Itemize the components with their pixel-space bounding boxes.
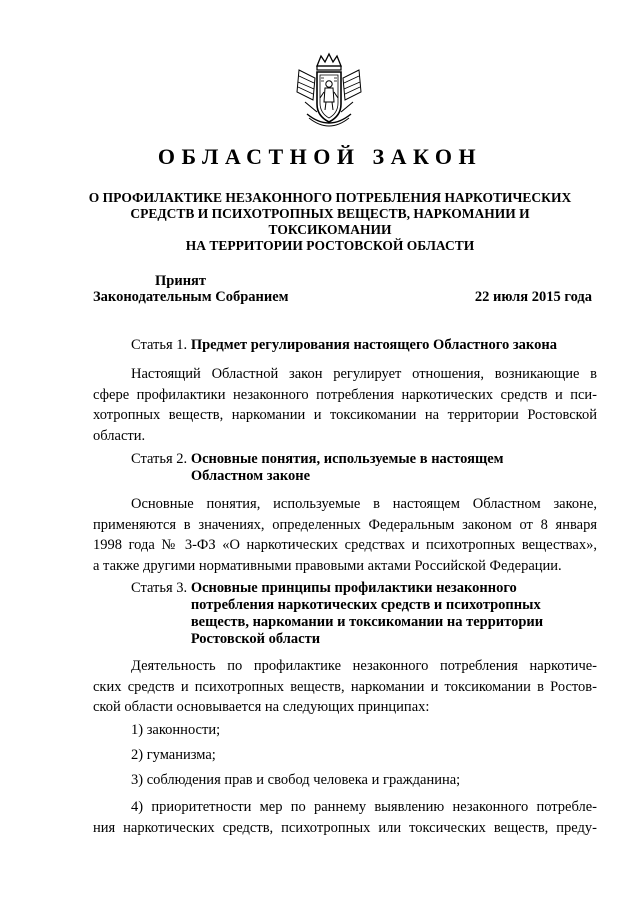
paragraph-line: 4) приоритетности мер по раннему выявлению незаконного потребле- bbox=[131, 799, 597, 815]
paragraph-line: применяются в значениях, определенных Федеральным законом от 8 января bbox=[93, 516, 597, 533]
law-type-heading: ОБЛАСТНОЙ ЗАКОН bbox=[157, 144, 483, 169]
rostov-coat-of-arms-emblem bbox=[293, 52, 365, 132]
adoption-date: 22 июля 2015 года bbox=[474, 289, 592, 305]
article-3-paragraph bbox=[93, 656, 597, 718]
principle-item: 1) законности; bbox=[131, 722, 221, 738]
article-title bbox=[191, 580, 543, 648]
paragraph-line: Основные понятия, используемые в настоящем Областном законе, bbox=[131, 496, 597, 512]
principle-item: 3) соблюдения прав и свобод человека и гражданина; bbox=[131, 772, 461, 788]
article-title-line: потребления наркотических средств и психотропных bbox=[190, 597, 541, 613]
article-title-line: Областном законе bbox=[190, 468, 311, 484]
paragraph-line: ских средств и психотропных веществ, наркомании и токсикомании в Ростов- bbox=[93, 678, 597, 695]
principle-item-4 bbox=[93, 797, 597, 838]
law-title-line: НА ТЕРРИТОРИИ РОСТОВСКОЙ ОБЛАСТИ bbox=[185, 238, 475, 253]
paragraph-line: сфере профилактики незаконного потребления наркотических средств и пси- bbox=[93, 386, 597, 403]
law-title-line: СРЕДСТВ И ПСИХОТРОПНЫХ ВЕЩЕСТВ, НАРКОМАНИИ И ТОКСИКОМАНИИ bbox=[130, 206, 530, 237]
article-title: Предмет регулирования настоящего Областного закона bbox=[190, 337, 557, 353]
adopted-label: Принят bbox=[155, 273, 207, 289]
adopted-by: Законодательным Собранием bbox=[93, 289, 289, 305]
article-title-line: Основные понятия, используемые в настоящем bbox=[190, 451, 504, 467]
paragraph-line: Деятельность по профилактике незаконного потребления наркотиче- bbox=[131, 658, 597, 674]
article-title-line: Ростовской области bbox=[190, 631, 321, 647]
article-title-line: веществ, наркомании и токсикомании на территории bbox=[190, 614, 544, 630]
paragraph-line: ния наркотических средств, психотропных или токсических веществ, преду- bbox=[93, 819, 597, 836]
article-1-heading bbox=[131, 337, 557, 354]
law-title-line: О ПРОФИЛАКТИКЕ НЕЗАКОННОГО ПОТРЕБЛЕНИЯ НАРКОТИЧЕСКИХ bbox=[88, 190, 572, 205]
article-title-line: Основные принципы профилактики незаконного bbox=[190, 580, 517, 596]
article-number: Статья 2. bbox=[131, 451, 191, 467]
article-number: Статья 1. bbox=[131, 337, 191, 353]
paragraph-line: Настоящий Областной закон регулирует отношения, возникающие в bbox=[131, 366, 597, 382]
law-title bbox=[80, 190, 580, 254]
paragraph-line: области. bbox=[93, 427, 146, 444]
article-1-paragraph bbox=[93, 364, 597, 446]
paragraph-line: хотропных веществ, наркомании и токсикомании на территории Ростовской bbox=[93, 407, 597, 423]
article-title bbox=[191, 451, 504, 485]
principle-item: 2) гуманизма; bbox=[131, 747, 216, 763]
article-number: Статья 3. bbox=[131, 580, 191, 596]
paragraph-line: ской области основывается на следующих принципах: bbox=[93, 699, 430, 715]
paragraph-line: 1998 года № 3-ФЗ «О наркотических средствах и психотропных веществах», bbox=[93, 537, 597, 553]
article-3-heading bbox=[131, 580, 543, 648]
article-2-heading bbox=[131, 451, 504, 485]
article-2-paragraph bbox=[93, 494, 597, 576]
paragraph-line: а также другими нормативными правовыми актами Российской Федерации. bbox=[93, 557, 562, 574]
